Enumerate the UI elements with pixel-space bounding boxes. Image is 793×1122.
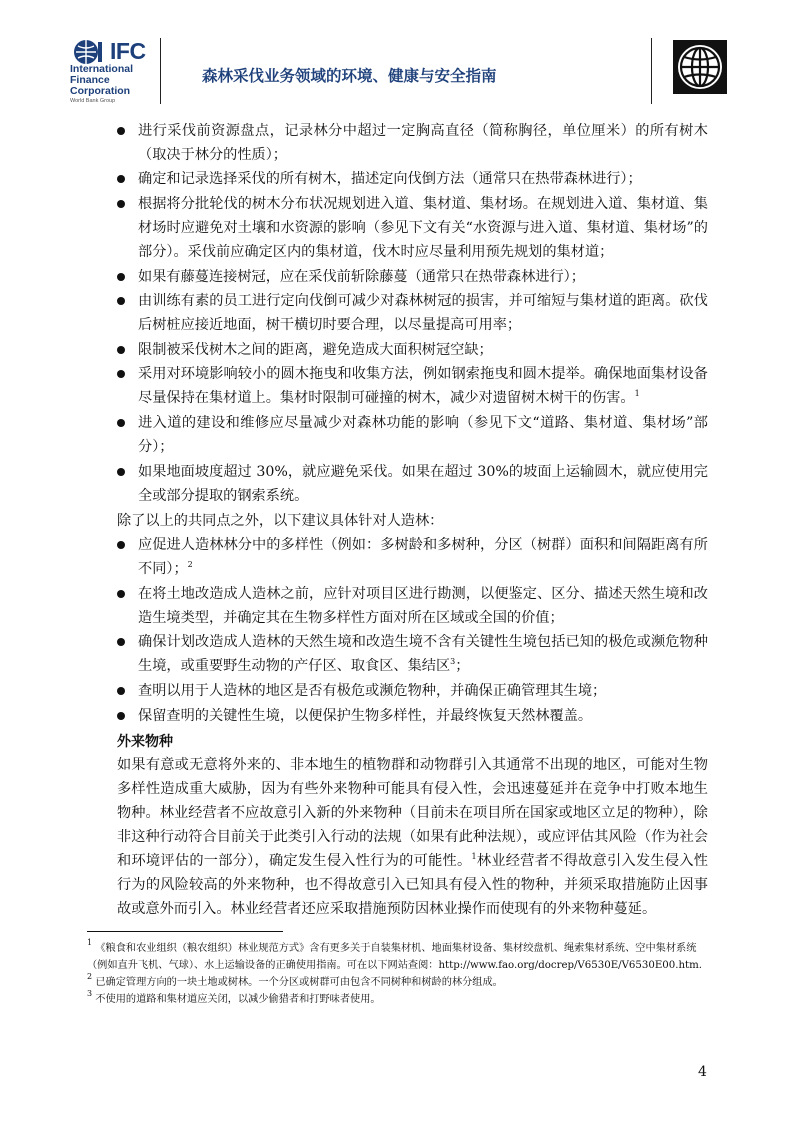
list-item: 根据将分批轮伐的树木分布状况规划进入道、集材道、集材场。在规划进入道、集材道、集材场时应避免对土壤和水资源的影响（参见下文有关“水资源与进入道、集材道、集材场”的部分）。采伐前应确定区内的集材道，伐木时应尽量利用预先规划的集材道； (117, 192, 708, 264)
bullet-icon (117, 687, 125, 695)
bullet-icon (117, 468, 125, 476)
list-item: 进行采伐前资源盘点，记录林分中超过一定胸高直径（简称胸径，单位厘米）的所有树木（取决于林分的性质）； (117, 119, 708, 167)
bullet-icon (117, 346, 125, 354)
ifc-line-1: International (70, 63, 134, 75)
list-item-text: 确保计划改造成人造林的天然生境和改造生境不含有关键性生境包括已知的极危或濒危物种生境，或重要野生动物的产仔区、取食区、集结区 (138, 634, 708, 674)
footnote-ref[interactable]: 2 (187, 560, 193, 569)
footnote: $^1$ 《粮食和农业组织（粮农组织）林业规范方式》含有更多关于自装集材机、地面集材设备、集材绞盘机、绳索集材系统、空中集材系统（例如直升飞机、气球）、水上运输设备的正确使用指南。可在以下网站查阅：http://www.fao.org/docrep/V6530E/V6530E00.htm. (87, 938, 703, 971)
list-item: 由训练有素的员工进行定向伐倒可减少对森林树冠的损害，并可缩短与集材道的距离。砍伐后树桩应接近地面，树干横切时要合理，以尽量提高可用率； (117, 289, 708, 337)
world-bank-globe-icon (673, 40, 727, 94)
footnote: $^2$ 已确定管理方向的一块土地或树林。一个分区或树群可由包含不同树种和树龄的林分组成。 (87, 972, 503, 988)
list-item: 保留查明的关键性生境，以便保护生物多样性，并最终恢复天然林覆盖。 (117, 704, 708, 728)
page-header (0, 0, 793, 112)
list-item: 限制被采伐树木之间的距离，避免造成大面积树冠空缺； (117, 338, 708, 362)
footnotes (87, 940, 709, 1008)
list-item: 如果地面坡度超过 30%，就应避免采伐。如果在超过 30%的坡面上运输圆木，就应使用完全或部分提取的钢索系统。 (117, 460, 708, 508)
bullet-icon (117, 200, 125, 208)
bullet-icon (117, 712, 125, 720)
bullet-icon (117, 419, 125, 427)
section-heading: 外来物种 (117, 734, 173, 750)
bullet-icon (117, 541, 125, 549)
bullet-icon (117, 638, 125, 646)
bullet-icon (117, 273, 125, 281)
ifc-group-label: World Bank Group (70, 98, 116, 104)
bullet-icon (117, 370, 125, 378)
ifc-line-2: Finance (70, 74, 110, 86)
ifc-line-3: Corporation (70, 85, 131, 97)
footnote-ref[interactable]: 1 (471, 852, 477, 861)
page-number: 4 (698, 1064, 707, 1080)
footnote-ref[interactable]: 1 (634, 389, 640, 398)
list-item: 进入道的建设和维修应尽量减少对森林功能的影响（参见下文“道路、集材道、集材场”部分）； (117, 411, 708, 459)
list-item: 确保计划改造成人造林的天然生境和改造生境不含有关键性生境包括已知的极危或濒危物种生境，或重要野生动物的产仔区、取食区、集结区$^3$； (117, 630, 708, 678)
ifc-logo (70, 36, 170, 106)
footnote: $^3$ 不使用的道路和集材道应关闭，以减少偷猎者和打野味者使用。 (87, 989, 381, 1005)
list-item: 查明以用于人造林的地区是否有极危或濒危物种，并确保正确管理其生境； (117, 679, 708, 703)
plantation-intro: 除了以上的共同点之外，以下建议具体针对人造林： (117, 513, 444, 529)
list-item (117, 362, 708, 410)
ifc-name: IFC (110, 38, 146, 64)
ifc-logo-icon (72, 38, 108, 66)
header-divider-left (160, 38, 161, 104)
header-divider-right (651, 38, 652, 104)
list-item: 在将土地改造成人造林之前，应针对项目区进行勘测，以便鉴定、区分、描述天然生境和改造生境类型，并确定其在生物多样性方面对所在区域或全国的价值； (117, 582, 708, 630)
bullet-icon (117, 127, 125, 135)
list-item: 如果有藤蔓连接树冠，应在采伐前斩除藤蔓（通常只在热带森林进行）； (117, 265, 708, 289)
footnote-divider (87, 931, 283, 932)
list-item-text: 应促进人造林林分中的多样性（例如：多树龄和多树种，分区（树群）面积和间隔距离有所不同）； (138, 537, 708, 577)
bullet-icon (117, 175, 125, 183)
list-item-text: 采用对环境影响较小的圆木拖曳和收集方法，例如钢索拖曳和圆木提举。确保地面集材设备尽量保持在集材道上。集材时限制可碰撞的树木，减少对遗留树木树干的伤害。 (138, 366, 708, 406)
ifc-full-name (70, 64, 133, 97)
invasive-species-paragraph: 如果有意或无意将外来的、非本地生的植物群和动物群引入其通常不出现的地区，可能对生物多样性造成重大威胁，因为有些外来物种可能具有侵入性，会迅速蔓延并在竞争中打败本地生物种。林业经营者不应故意引入新的外来物种（目前未在项目所在国家或地区立足的物种），除非这种行动符合目前关于此类引入行动的法规（如果有此种法规），或应评估其风险（作为社会和环境评估的一部分），确定发生侵入性行为的可能性。$^1$林业经营者不得故意引入发生侵入性行为的风险较高的外来物种，也不得故意引入已知具有侵入性的物种，并须采取措施防止因事故或意外而引入。林业经营者还应采取措施预防因林业操作而使现有的外来物种蔓延。 (117, 757, 708, 917)
list-item: 确定和记录选择采伐的所有树木，描述定向伐倒方法（通常只在热带森林进行）； (117, 167, 708, 191)
list-item (117, 533, 708, 581)
document-title: 森林采伐业务领域的环境、健康与安全指南 (202, 67, 497, 85)
bullet-icon (117, 590, 125, 598)
bullet-icon (117, 297, 125, 305)
footnote-ref[interactable]: 3 (450, 657, 456, 666)
